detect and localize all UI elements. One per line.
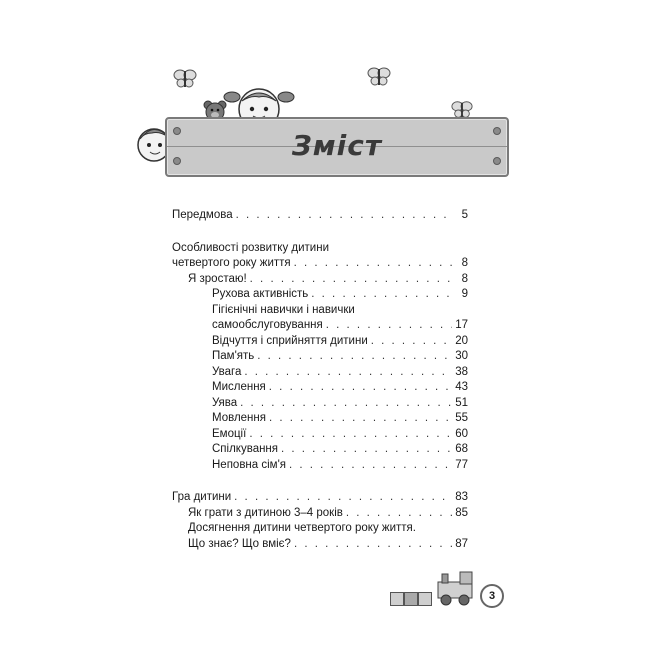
toc-leader-dots [346,506,452,522]
toc-entry-label: Гігієнічні навички і навички [212,303,355,316]
toc-leader-dots [326,318,452,334]
toc-entry-label: Мовлення [212,412,266,424]
toc-entry[interactable] [172,303,468,319]
toc-entry-label: Що знає? Що вміє? [188,537,291,550]
toc-spacer [172,224,468,241]
toc-entry[interactable] [172,427,468,443]
toc-leader-dots [294,256,453,272]
toc-entry[interactable] [172,365,468,381]
title-plank [165,117,509,177]
toc-leader-dots [294,537,452,553]
toc-entry-label: Мислення [212,381,266,393]
toc-entry-page: 38 [455,365,468,378]
toc-entry-label: Гра дитини [172,491,232,503]
toc-entry-page: 17 [455,319,468,331]
toc-spacer [172,473,468,490]
toc-leader-dots [371,334,452,350]
toc-entry[interactable] [172,349,468,365]
table-of-contents [172,208,468,552]
toc-entry[interactable] [172,396,468,412]
toc-leader-dots [269,380,452,396]
toc-entry-page: 85 [455,506,468,519]
toc-entry[interactable] [172,506,468,522]
toc-entry[interactable] [172,241,468,257]
toc-entry[interactable] [172,334,468,350]
toc-entry-label: Пам'ять [212,350,255,362]
toc-leader-dots [250,272,453,288]
toc-entry-label: Передмова [172,209,233,221]
contents-header [130,55,510,195]
toc-entry-page: 68 [455,443,468,455]
toc-leader-dots [249,427,452,443]
toc-entry-label: Особливості розвитку дитини [172,241,330,254]
toc-entry-page: 5 [461,209,468,221]
toc-entry-label: Досягнення дитини четвертого року життя. [188,522,416,534]
toc-entry-label: Я зростаю! [188,272,247,285]
toc-entry[interactable] [172,287,468,303]
toc-leader-dots [289,458,452,474]
toc-entry[interactable] [172,537,468,553]
toc-leader-dots [234,490,452,506]
toc-leader-dots [311,287,453,303]
toc-entry-label: Увага [212,365,242,378]
toc-leader-dots [257,349,452,365]
toc-leader-dots [281,442,452,458]
toc-entry[interactable] [172,442,468,458]
toc-leader-dots [269,411,452,427]
toc-leader-dots [236,208,453,224]
toc-entry[interactable] [172,318,468,334]
toc-entry-label: Як грати з дитиною 3–4 років [188,506,343,519]
toc-entry-page: 55 [455,412,468,424]
toc-entry[interactable] [172,208,468,224]
toc-entry-label: Неповна сім'я [212,458,287,471]
page-title: Зміст [291,129,383,162]
toc-entry-label: самообслуговування [212,319,323,331]
toc-entry-label: Рухова активність [212,288,309,300]
toc-entry-label: Емоції [212,427,247,440]
toc-entry[interactable] [172,411,468,427]
toc-entry-page: 60 [455,427,468,440]
toc-entry[interactable] [172,458,468,474]
toc-entry-label: Відчуття і сприйняття дитини [212,334,368,347]
toc-entry-page: 30 [455,350,468,362]
butterfly-icon [366,65,392,89]
toc-entry-page: 20 [455,334,468,347]
toc-entry[interactable] [172,380,468,396]
toy-blocks-icon [404,592,418,606]
toc-entry[interactable] [172,521,468,537]
toc-leader-dots [240,396,452,412]
toc-entry-page: 51 [455,396,468,409]
toc-entry-label: четвертого року життя [172,257,291,269]
toc-entry-page: 43 [455,381,468,393]
toc-entry-label: Уява [212,396,238,409]
toc-entry[interactable] [172,272,468,288]
toc-entry-page: 8 [461,257,468,269]
toc-entry-page: 83 [455,491,468,503]
toc-entry-page: 77 [455,458,468,471]
toy-blocks-icon [390,592,404,606]
page-number: 3 [480,584,504,608]
toc-entry-label: Спілкування [212,443,279,455]
toc-entry[interactable] [172,256,468,272]
toy-blocks-icon [418,592,432,606]
toy-train-icon [434,568,480,606]
toc-entry-page: 9 [461,288,468,300]
toc-leader-dots [244,365,452,381]
toc-entry[interactable] [172,490,468,506]
butterfly-icon [172,67,198,91]
page-footer [390,560,510,610]
toc-entry-page: 87 [455,537,468,550]
toc-entry-page: 8 [461,272,468,285]
